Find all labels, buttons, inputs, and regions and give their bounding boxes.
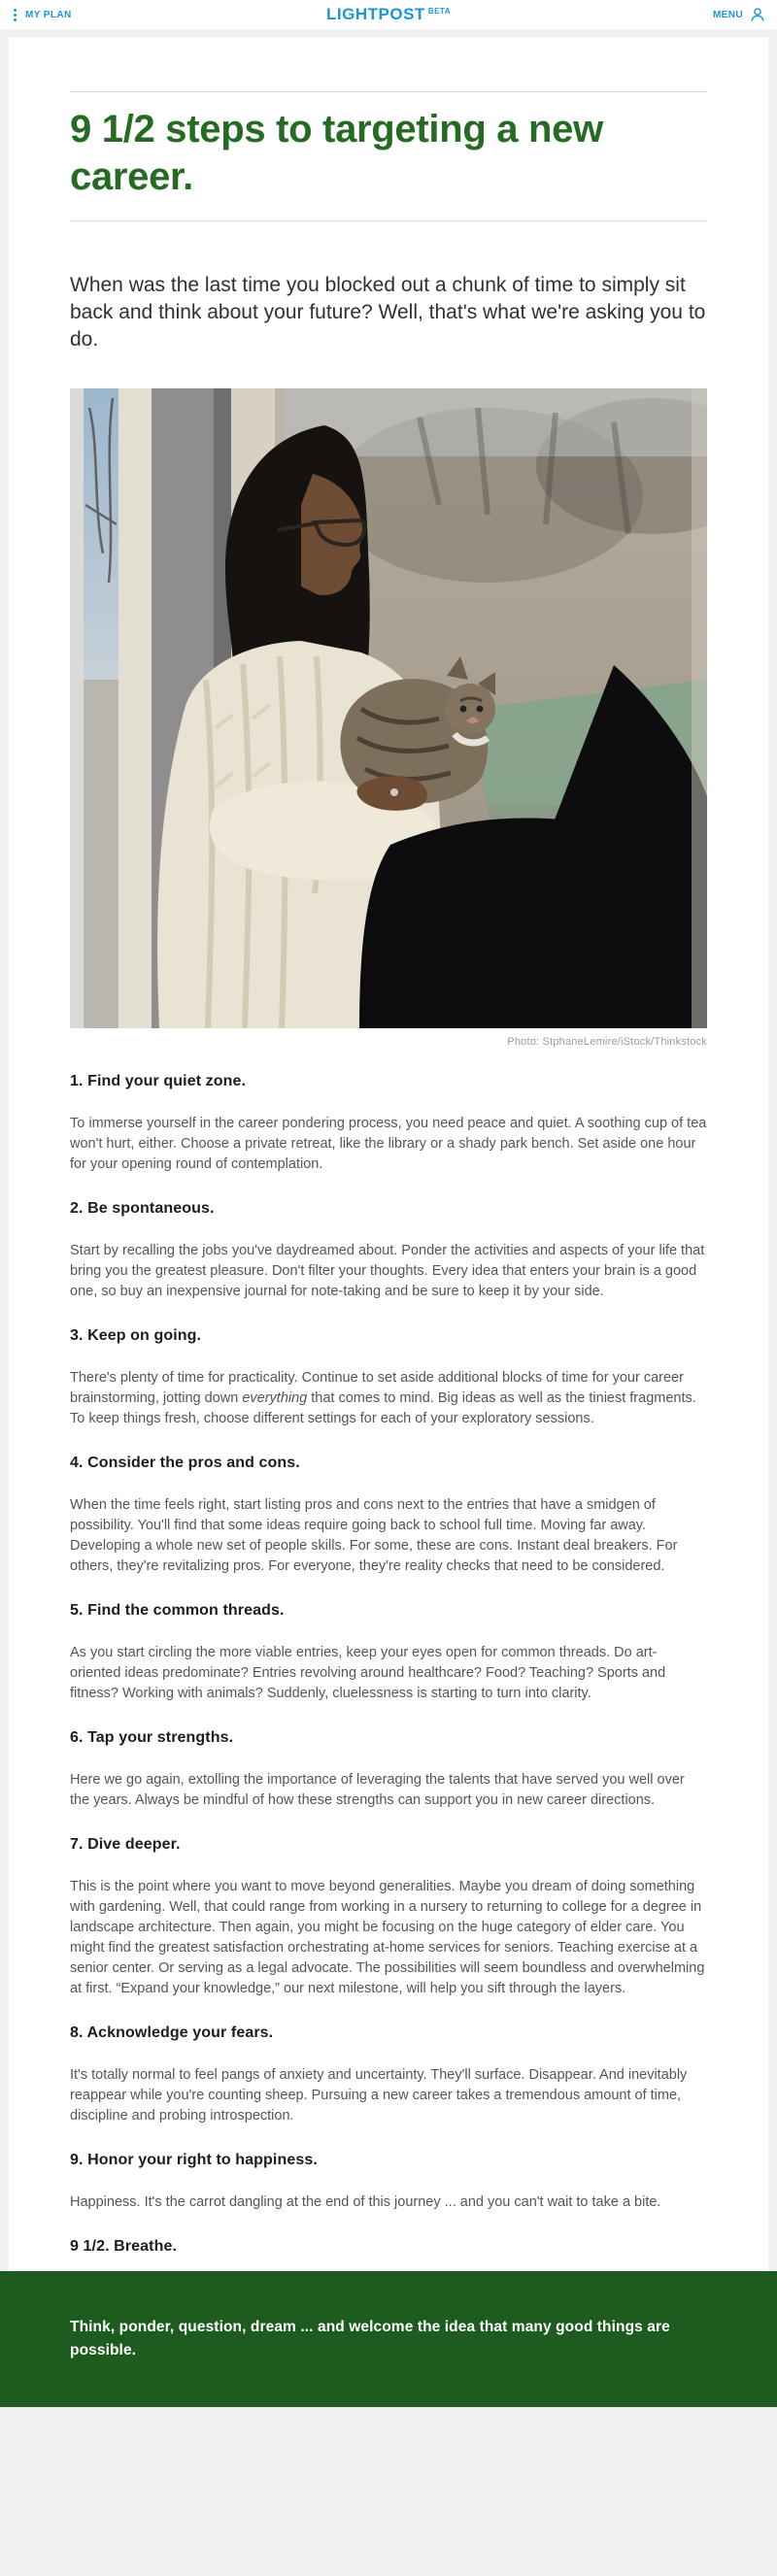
kebab-menu-icon: [12, 7, 18, 23]
section-heading: 2. Be spontaneous.: [70, 1200, 215, 1217]
article-section-5: [70, 1602, 707, 1704]
photo-woman-cat-window: [70, 388, 707, 1048]
logo-text: LIGHTPOST: [326, 5, 425, 23]
section-body: Here we go again, extolling the importance of leveraging the talents that have served you well over the years. Always be mindful of how these strengths can support you in new career directions.: [70, 1772, 685, 1808]
menu-label: MENU: [712, 9, 743, 20]
emphasized-word: everything: [242, 1390, 308, 1406]
section-body: There's plenty of time for practicality. Continue to set aside additional blocks of time for your career brainstorming, jotting down everything that comes to mind. Big ideas as well as the tiniest fragments. To keep things fresh, choose different settings for each of your exploratory sessions.: [70, 1370, 696, 1426]
section-body: As you start circling the more viable entries, keep your eyes open for common threads. Do art-oriented ideas predominate? Entries revolving around healthcare? Food? Teaching? Sports and fitness? Working with animals? Suddenly, cluelessness is starting to turn into clarity.: [70, 1645, 666, 1701]
section-heading: 8. Acknowledge your fears.: [70, 2024, 274, 2041]
article-card: [9, 37, 768, 2271]
section-heading: 3. Keep on going.: [70, 1327, 202, 1344]
article-section-1: [70, 1073, 707, 1175]
divider-top: [70, 91, 707, 92]
my-plan-label: MY PLAN: [25, 9, 72, 20]
article-section-2: [70, 1200, 707, 1302]
divider-under-title: [70, 220, 707, 221]
article-section-9: [70, 2152, 707, 2213]
footer-message: Think, ponder, question, dream ... and welcome the idea that many good things are possible.: [70, 2319, 670, 2359]
section-heading: 6. Tap your strengths.: [70, 1729, 234, 1746]
section-heading: 5. Find the common threads.: [70, 1602, 285, 1619]
section-body: Start by recalling the jobs you've daydreamed about. Ponder the activities and aspects of your life that bring you the greatest pleasure. Don't filter your thoughts. Every idea that enters your brain is a good one, so buy an inexpensive journal for note-taking and be sure to keep it by your side.: [70, 1243, 705, 1299]
photo-illustration: [70, 388, 707, 1028]
section-body: When the time feels right, start listing pros and cons next to the entries that have a smidgen of possibility. You'll find that some ideas require going back to school full time. Moving far away. Developing a whole new set of people skills. For some, these are cons. Instant deal breakers. For others, they're revitalizing pros. For everyone, they're reality checks that need to be considered.: [70, 1497, 678, 1574]
article-section-8: [70, 2024, 707, 2126]
article-title: 9 1/2 steps to targeting a new career.: [70, 108, 603, 198]
article-section-6: [70, 1729, 707, 1811]
menu-nav[interactable]: [713, 7, 765, 22]
section-heading: 9. Honor your right to happiness.: [70, 2152, 318, 2168]
section-body: It's totally normal to feel pangs of anxiety and uncertainty. They'll surface. Disappear. And inevitably reappear while you're counting sheep. Pursuing a new career takes a tremendous amount of time, discipline and probing introspection.: [70, 2067, 688, 2124]
section-body: Happiness. It's the carrot dangling at the end of this journey ... and you can't wait to take a bite.: [70, 2194, 661, 2210]
footer-banner: [0, 2271, 777, 2407]
photo-credit: Photo: StphaneLemire/iStock/Thinkstock: [507, 1036, 707, 1048]
section-body: To immerse yourself in the career pondering process, you need peace and quiet. A soothing cup of tea won't hurt, either. Choose a private retreat, like the library or a shady park bench. Set aside one hour for your opening round of contemplation.: [70, 1116, 707, 1172]
article-section-7: [70, 1836, 707, 1999]
my-plan-nav[interactable]: [12, 7, 72, 23]
section-heading: 1. Find your quiet zone.: [70, 1073, 247, 1089]
section-heading: 9 1/2. Breathe.: [70, 2238, 177, 2255]
article-section-4: [70, 1455, 707, 1577]
article-section-3: [70, 1327, 707, 1429]
section-heading: 4. Consider the pros and cons.: [70, 1455, 300, 1471]
section-heading: 7. Dive deeper.: [70, 1836, 181, 1853]
article-section-9-half: [70, 2238, 707, 2256]
section-body: This is the point where you want to move beyond generalities. Maybe you dream of doing something with gardening. Well, that could range from working in a nursery to returning to college for a degree in landscape architecture. Then again, you might be focusing on the huge category of elder care. You might find the greatest satisfaction orchestrating at-home services for seniors. Teaching exercise at a senior center. Or serving as a legal advocate. The possibilities will seem boundless and overwhelming at first. “Expand your knowledge,” our next milestone, will help you sift through the layers.: [70, 1879, 705, 1996]
top-navigation-bar: [0, 0, 777, 29]
lightpost-logo[interactable]: [326, 0, 451, 29]
article-intro: When was the last time you blocked out a chunk of time to simply sit back and think about your future? Well, that's what we're asking you to do.: [70, 274, 706, 351]
beta-badge: BETA: [427, 7, 451, 16]
account-icon[interactable]: [750, 7, 765, 22]
